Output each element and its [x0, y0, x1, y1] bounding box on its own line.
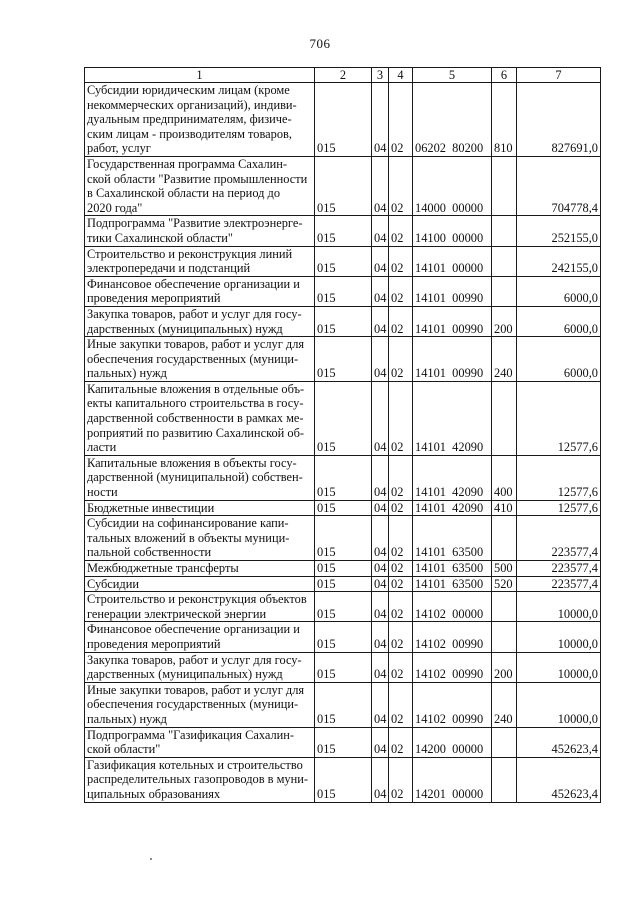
row-name-cell: Закупка товаров, работ и услуг для госу- дарственных (муниципальных) нужд — [85, 306, 315, 336]
row-name-cell: Строительство и реконструкция линий электропередачи и подстанций — [85, 246, 315, 276]
row-c6-cell: 240 — [492, 682, 517, 727]
row-c4-cell: 02 — [389, 576, 413, 592]
table-header-row — [85, 68, 601, 83]
row-c7-cell: 452623,4 — [517, 757, 601, 802]
row-c5-cell: 14101 63500 — [413, 516, 492, 561]
row-c2-cell: 015 — [315, 216, 372, 246]
row-name-cell: Бюджетные инвестиции — [85, 500, 315, 516]
row-c3-cell: 04 — [372, 500, 389, 516]
row-c3-cell: 04 — [372, 592, 389, 622]
row-c6-cell — [492, 381, 517, 455]
row-c5-cell: 14101 63500 — [413, 576, 492, 592]
row-c6-cell — [492, 757, 517, 802]
row-c7-cell: 827691,0 — [517, 83, 601, 157]
row-c6-cell — [492, 246, 517, 276]
table-row — [85, 246, 601, 276]
row-c3-cell: 04 — [372, 516, 389, 561]
row-name-cell: Иные закупки товаров, работ и услуг для обеспечения государственных (муници- пальных) нужд — [85, 337, 315, 382]
table-row — [85, 576, 601, 592]
row-c5-cell: 14200 00000 — [413, 727, 492, 757]
row-c7-cell: 223577,4 — [517, 516, 601, 561]
row-c5-cell: 14101 42090 — [413, 455, 492, 500]
row-c2-cell: 015 — [315, 652, 372, 682]
row-c2-cell: 015 — [315, 381, 372, 455]
row-c4-cell: 02 — [389, 455, 413, 500]
row-c2-cell: 015 — [315, 516, 372, 561]
row-c5-cell: 14102 00000 — [413, 592, 492, 622]
table-row — [85, 652, 601, 682]
row-name-cell: Межбюджетные трансферты — [85, 561, 315, 577]
row-c3-cell: 04 — [372, 622, 389, 652]
row-c4-cell: 02 — [389, 757, 413, 802]
row-c7-cell: 252155,0 — [517, 216, 601, 246]
row-c6-cell — [492, 622, 517, 652]
row-c3-cell: 04 — [372, 306, 389, 336]
column-header: 2 — [315, 68, 372, 83]
table-row — [85, 592, 601, 622]
table-row — [85, 757, 601, 802]
row-c6-cell: 410 — [492, 500, 517, 516]
budget-table — [84, 67, 601, 803]
row-c2-cell: 015 — [315, 622, 372, 652]
row-c5-cell: 14101 00990 — [413, 337, 492, 382]
row-c2-cell: 015 — [315, 561, 372, 577]
row-c5-cell: 14101 00000 — [413, 246, 492, 276]
row-c5-cell: 14102 00990 — [413, 652, 492, 682]
row-c7-cell: 6000,0 — [517, 337, 601, 382]
table-row — [85, 156, 601, 215]
row-c3-cell: 04 — [372, 727, 389, 757]
row-c3-cell: 04 — [372, 561, 389, 577]
column-header: 7 — [517, 68, 601, 83]
row-c6-cell — [492, 156, 517, 215]
row-name-cell: Субсидии — [85, 576, 315, 592]
row-c4-cell: 02 — [389, 727, 413, 757]
table-row — [85, 455, 601, 500]
row-c2-cell: 015 — [315, 500, 372, 516]
row-name-cell: Строительство и реконструкция объектов генерации электрической энергии — [85, 592, 315, 622]
row-name-cell: Газификация котельных и строительство распределительных газопроводов в муни- ципальных образованиях — [85, 757, 315, 802]
row-c4-cell: 02 — [389, 246, 413, 276]
table-row — [85, 500, 601, 516]
row-c7-cell: 12577,6 — [517, 381, 601, 455]
row-name-cell: Субсидии на софинансирование капи- тальных вложений в объекты муници- пальной собственности — [85, 516, 315, 561]
row-c3-cell: 04 — [372, 455, 389, 500]
row-c2-cell: 015 — [315, 757, 372, 802]
row-c4-cell: 02 — [389, 276, 413, 306]
row-c2-cell: 015 — [315, 455, 372, 500]
row-c4-cell: 02 — [389, 381, 413, 455]
row-c4-cell: 02 — [389, 652, 413, 682]
row-c7-cell: 10000,0 — [517, 592, 601, 622]
row-c3-cell: 04 — [372, 276, 389, 306]
row-name-cell: Финансовое обеспечение организации и проведения мероприятий — [85, 622, 315, 652]
row-name-cell: Подпрограмма "Развитие электроэнерге- тики Сахалинской области" — [85, 216, 315, 246]
row-c4-cell: 02 — [389, 622, 413, 652]
scan-speck — [150, 858, 152, 860]
row-name-cell: Финансовое обеспечение организации и проведения мероприятий — [85, 276, 315, 306]
row-name-cell: Закупка товаров, работ и услуг для госу- дарственных (муниципальных) нужд — [85, 652, 315, 682]
row-c7-cell: 704778,4 — [517, 156, 601, 215]
row-c3-cell: 04 — [372, 381, 389, 455]
row-c5-cell: 14000 00000 — [413, 156, 492, 215]
row-c2-cell: 015 — [315, 306, 372, 336]
column-header: 1 — [85, 68, 315, 83]
row-c3-cell: 04 — [372, 337, 389, 382]
column-header: 6 — [492, 68, 517, 83]
row-c7-cell: 242155,0 — [517, 246, 601, 276]
table-row — [85, 83, 601, 157]
row-c6-cell: 200 — [492, 306, 517, 336]
row-c4-cell: 02 — [389, 682, 413, 727]
row-c5-cell: 14102 00990 — [413, 622, 492, 652]
row-c6-cell: 400 — [492, 455, 517, 500]
row-c5-cell: 14101 00990 — [413, 306, 492, 336]
row-c5-cell: 14102 00990 — [413, 682, 492, 727]
row-c7-cell: 452623,4 — [517, 727, 601, 757]
row-c6-cell: 240 — [492, 337, 517, 382]
row-c3-cell: 04 — [372, 682, 389, 727]
table-row — [85, 516, 601, 561]
row-c7-cell: 12577,6 — [517, 455, 601, 500]
row-c2-cell: 015 — [315, 576, 372, 592]
row-c3-cell: 04 — [372, 576, 389, 592]
row-name-cell: Капитальные вложения в отдельные объ- екты капитального строительства в госу- дарственной собственности в рамках ме- роприятий по развитию Сахалинской об- ласти — [85, 381, 315, 455]
row-c7-cell: 223577,4 — [517, 576, 601, 592]
row-c5-cell: 06202 80200 — [413, 83, 492, 157]
column-header: 5 — [413, 68, 492, 83]
row-c7-cell: 10000,0 — [517, 682, 601, 727]
row-c2-cell: 015 — [315, 276, 372, 306]
table-row — [85, 276, 601, 306]
table-row — [85, 216, 601, 246]
table-row — [85, 561, 601, 577]
row-c5-cell: 14201 00000 — [413, 757, 492, 802]
column-header: 3 — [372, 68, 389, 83]
row-c7-cell: 6000,0 — [517, 306, 601, 336]
row-c4-cell: 02 — [389, 516, 413, 561]
table-row — [85, 337, 601, 382]
row-c6-cell — [492, 727, 517, 757]
table-row — [85, 727, 601, 757]
table-row — [85, 682, 601, 727]
table-row — [85, 381, 601, 455]
row-c5-cell: 14101 42090 — [413, 381, 492, 455]
row-name-cell: Капитальные вложения в объекты госу- дарственной (муниципальной) собствен- ности — [85, 455, 315, 500]
table-body — [85, 83, 601, 803]
row-c6-cell — [492, 516, 517, 561]
row-c4-cell: 02 — [389, 216, 413, 246]
row-c2-cell: 015 — [315, 156, 372, 215]
row-c6-cell: 810 — [492, 83, 517, 157]
row-c2-cell: 015 — [315, 83, 372, 157]
row-c4-cell: 02 — [389, 561, 413, 577]
row-c5-cell: 14101 63500 — [413, 561, 492, 577]
row-c4-cell: 02 — [389, 500, 413, 516]
row-c6-cell: 520 — [492, 576, 517, 592]
row-name-cell: Субсидии юридическим лицам (кроме некоммерческих организаций), индиви- дуальным предпринимателям, физиче- ским лицам - производителям товаров, работ, услуг — [85, 83, 315, 157]
row-c2-cell: 015 — [315, 246, 372, 276]
row-c3-cell: 04 — [372, 83, 389, 157]
row-c7-cell: 6000,0 — [517, 276, 601, 306]
row-c7-cell: 223577,4 — [517, 561, 601, 577]
row-c4-cell: 02 — [389, 592, 413, 622]
row-c6-cell: 500 — [492, 561, 517, 577]
row-c5-cell: 14100 00000 — [413, 216, 492, 246]
row-c4-cell: 02 — [389, 337, 413, 382]
row-c5-cell: 14101 42090 — [413, 500, 492, 516]
row-c6-cell — [492, 276, 517, 306]
row-name-cell: Государственная программа Сахалин- ской области "Развитие промышленности в Сахалинской области на период до 2020 года" — [85, 156, 315, 215]
row-c3-cell: 04 — [372, 652, 389, 682]
row-c2-cell: 015 — [315, 592, 372, 622]
row-c3-cell: 04 — [372, 757, 389, 802]
row-c5-cell: 14101 00990 — [413, 276, 492, 306]
row-c3-cell: 04 — [372, 156, 389, 215]
row-c4-cell: 02 — [389, 83, 413, 157]
row-c7-cell: 12577,6 — [517, 500, 601, 516]
table-row — [85, 306, 601, 336]
row-name-cell: Иные закупки товаров, работ и услуг для обеспечения государственных (муници- пальных) нужд — [85, 682, 315, 727]
page-number: 706 — [309, 36, 331, 51]
row-c7-cell: 10000,0 — [517, 622, 601, 652]
row-c3-cell: 04 — [372, 216, 389, 246]
row-c2-cell: 015 — [315, 682, 372, 727]
row-c6-cell — [492, 216, 517, 246]
row-name-cell: Подпрограмма "Газификация Сахалин- ской области" — [85, 727, 315, 757]
column-header: 4 — [389, 68, 413, 83]
row-c2-cell: 015 — [315, 727, 372, 757]
table-row — [85, 622, 601, 652]
row-c4-cell: 02 — [389, 156, 413, 215]
row-c3-cell: 04 — [372, 246, 389, 276]
row-c6-cell: 200 — [492, 652, 517, 682]
row-c2-cell: 015 — [315, 337, 372, 382]
row-c4-cell: 02 — [389, 306, 413, 336]
row-c7-cell: 10000,0 — [517, 652, 601, 682]
row-c6-cell — [492, 592, 517, 622]
